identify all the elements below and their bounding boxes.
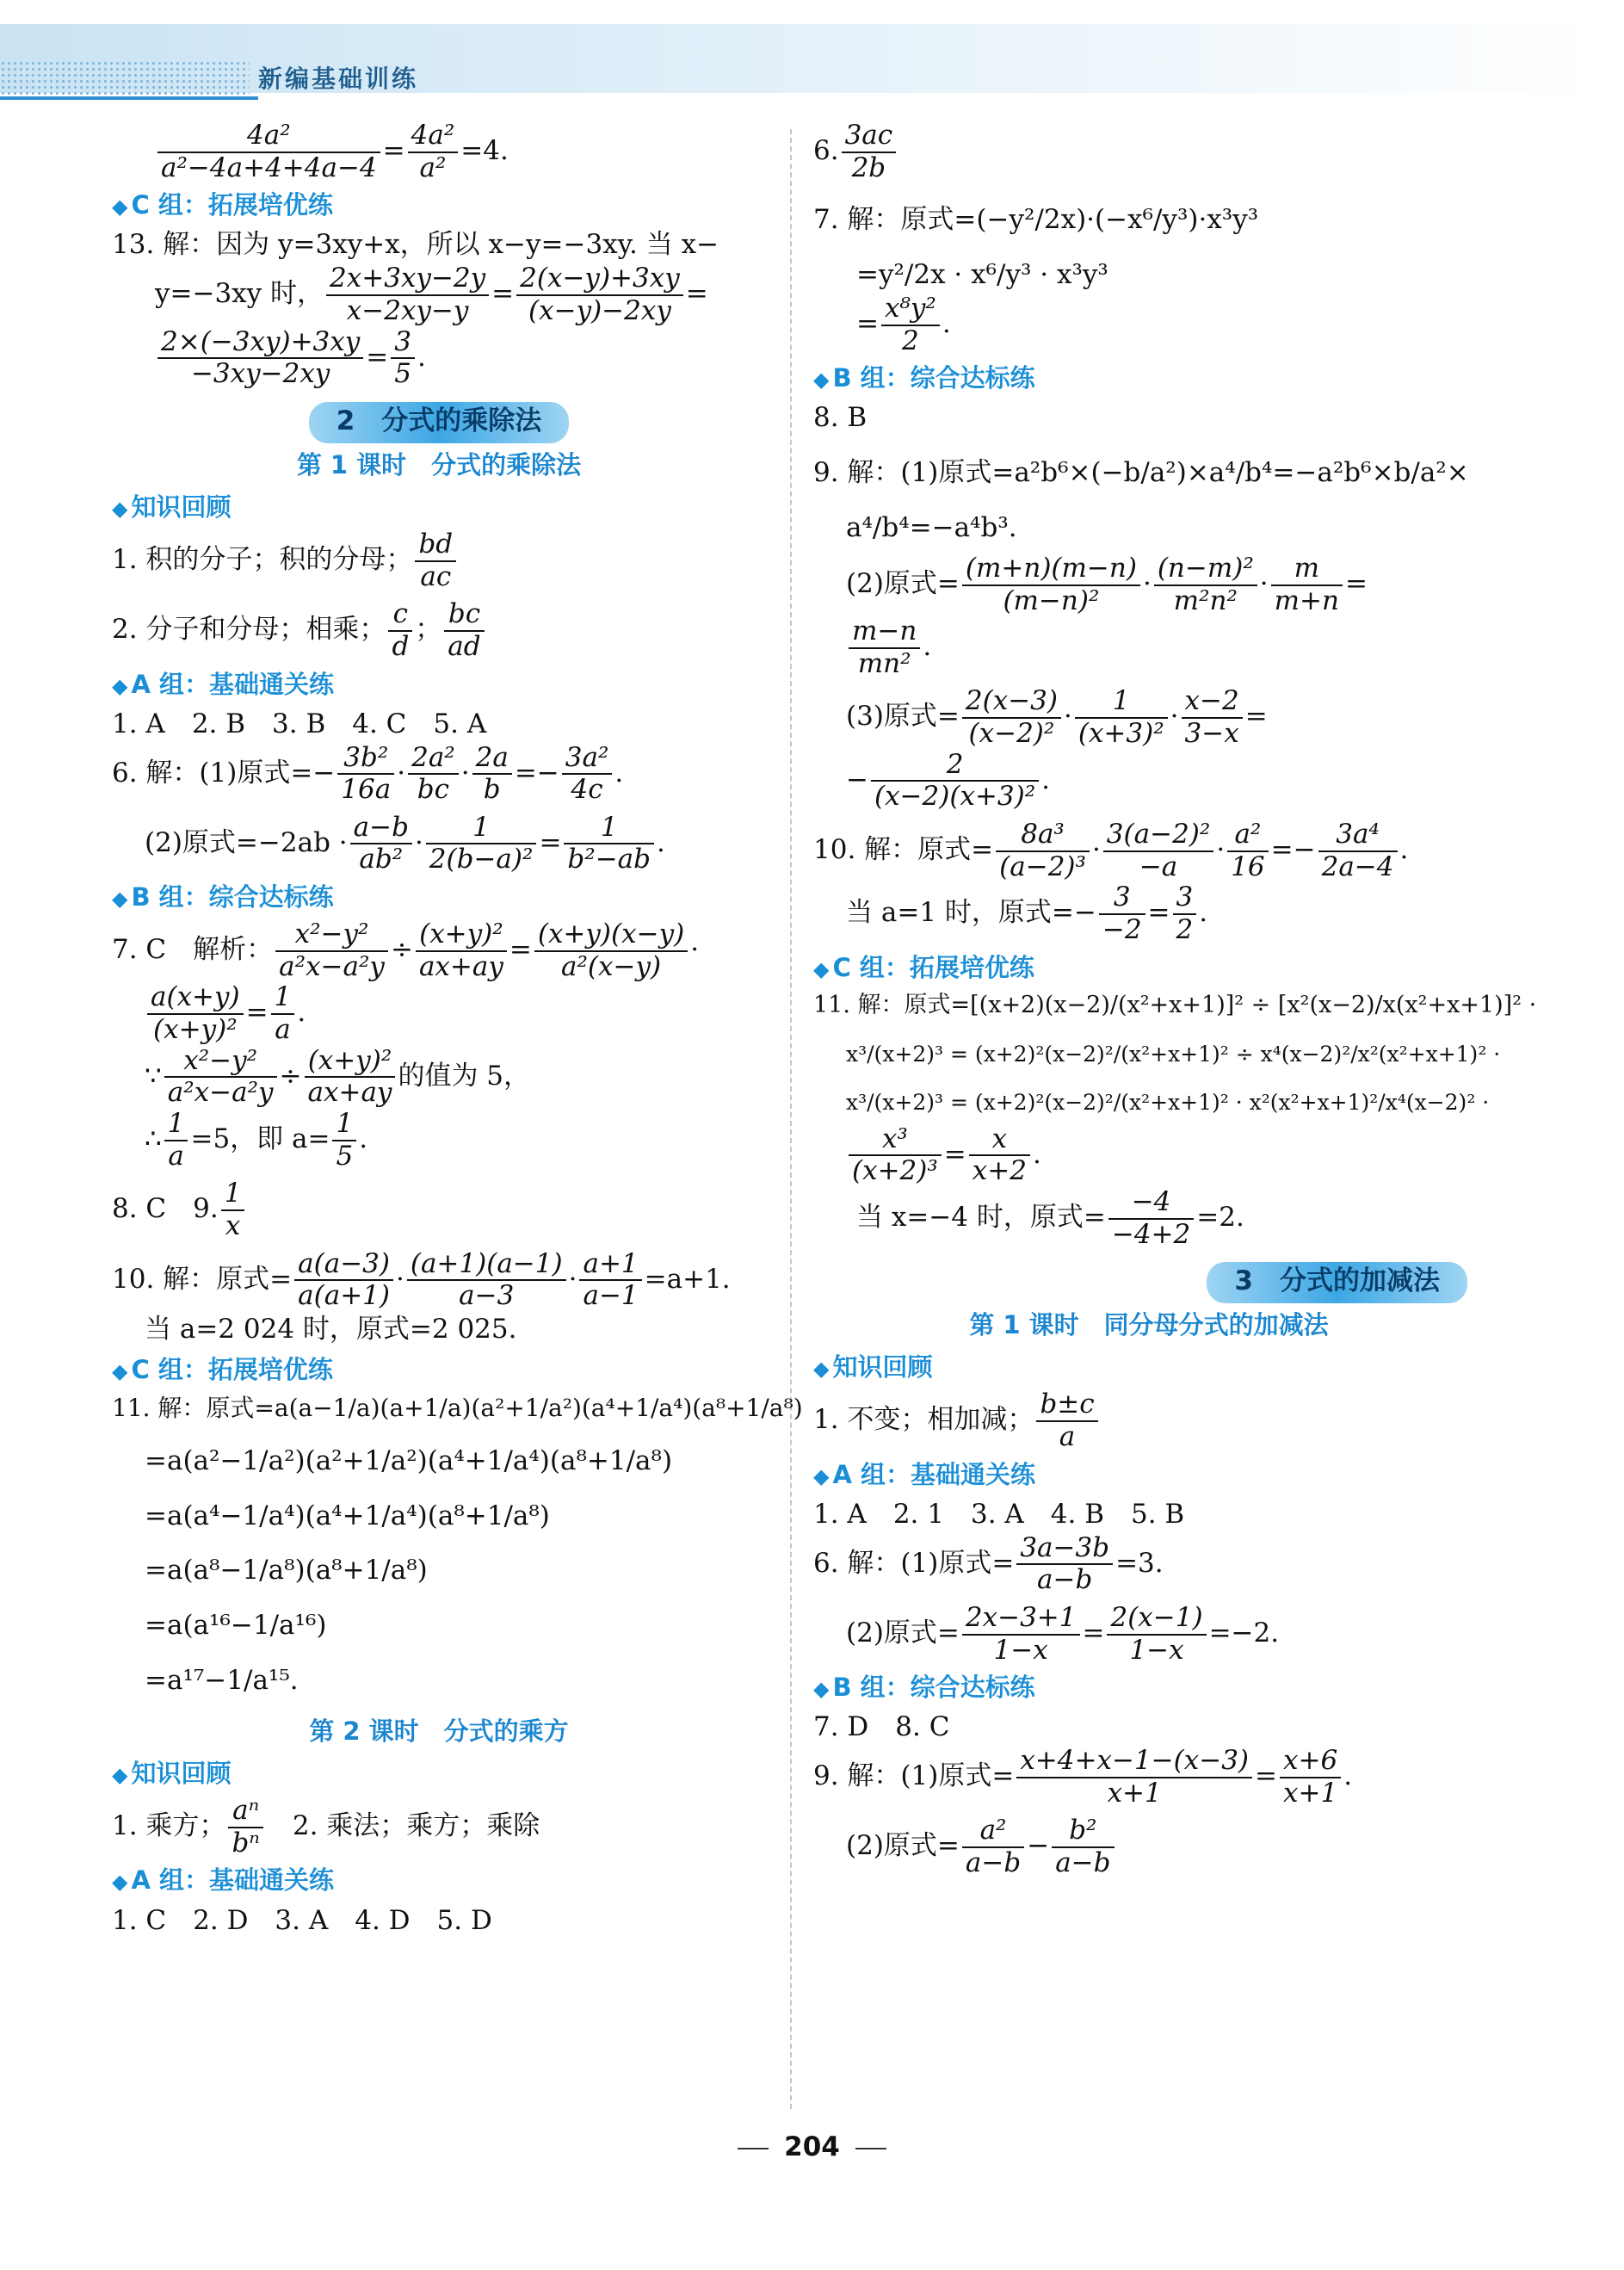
q11-line: x³/(x+2)³ = (x+2)²(x−2)²/(x²+x+1)² ÷ x⁴(x−2)²/x²(x²+x+1)² ·: [846, 1042, 1501, 1067]
banner-stripe: [0, 96, 258, 100]
lesson-title: 第 1 课时 同分母分式的加减法: [969, 1310, 1329, 1340]
q6-line: 6. 解：(1)原式= $\frac{3a-3b}{a-b}$ =3.: [813, 1531, 1164, 1596]
q7-line: ∴ $\frac{1}{a}$ =5，即 a= $\frac{1}{5}$ .: [145, 1108, 368, 1172]
q11-line: 11. 解：原式=a(a−1/a)(a+1/a)(a²+1/a²)(a⁴+1/a⁴)(a⁸+1/a⁸): [112, 1393, 803, 1422]
right-column: [813, 120, 1537, 1879]
q11-line: x³/(x+2)³ = (x+2)²(x−2)²/(x²+x+1)² · x²(x²+x+1)²/x⁴(x−2)² ·: [846, 1089, 1490, 1115]
q13-line: y=−3xy 时， $\frac{2x+3xy-2y}{x-2xy-y}$ = $\frac{2(x-y)+3xy}{(x-y)-2xy}$ =: [155, 263, 708, 326]
formula-line: $\frac{\text{4a²}}{\text{a²−4a+4+4a−4}}$ = $\frac{\text{4a²}}{\text{a²}}$ =4.: [112, 121, 766, 183]
q6-line: (2)原式= $\frac{2x-3+1}{1-x}$ = $\frac{2(x-1)}{1-x}$ =−2.: [846, 1601, 1280, 1666]
q9-line: (3)原式= $\frac{2(x-3)}{\text{(x−2)²}}$ · $\frac{1}{\text{(x+3)²}}$ · $\frac{x-2}{3-x}$ =: [846, 685, 1268, 750]
q7-line: $\frac{a(x+y)}{\text{(x+y)²}}$ = $\frac{1}{a}$ .: [112, 982, 766, 1045]
answer-list: 7. D 8. C: [813, 1711, 950, 1743]
section-b-heading: ◆ B 组：综合达标练: [112, 882, 334, 912]
header-banner: [0, 0, 1624, 103]
review-heading: ◆ 知识回顾: [112, 1759, 232, 1789]
review-heading: ◆ 知识回顾: [112, 492, 232, 522]
q13-line: $\frac{2\times(-3xy)+3xy}{-3xy-2xy}$ = $\frac{3}{5}$ .: [112, 327, 766, 390]
q9-line: − $\frac{2}{\text{(x−2)(x+3)²}}$ .: [846, 748, 1051, 813]
banner-dots: [0, 60, 250, 100]
q7-line: ∵ $\frac{\text{x²−y²}}{\text{a²x−a²y}}$ ÷ $\frac{\text{(x+y)²}}{ax+ay}$ 的值为 5，: [145, 1044, 531, 1109]
section-b-heading: ◆ B 组：综合达标练: [813, 1673, 1035, 1703]
q11-line: =a(a²−1/a²)(a²+1/a²)(a⁴+1/a⁴)(a⁸+1/a⁸): [145, 1444, 673, 1476]
q7-line: 7. 解：原式=(−y²/2x)·(−x⁶/y³)·x³y³: [813, 204, 1259, 236]
lesson-title: 第 1 课时 分式的乘除法: [296, 449, 582, 479]
q9-line: a⁴/b⁴=−a⁴b³.: [846, 512, 1017, 544]
answer-list: 8. B: [813, 402, 868, 434]
q9-line: (2)原式= $\frac{\text{a²}}{a-b}$ − $\frac{\text{b²}}{a-b}$: [813, 1815, 1485, 1878]
section-a-heading: ◆ A 组：基础通关练: [813, 1459, 1036, 1489]
knowledge-item: 1. 不变；相加减； $\frac{b\pm c}{a}$: [813, 1389, 1485, 1452]
q7-line: = $\frac{\text{x⁸y²}}{2}$ .: [856, 292, 951, 356]
answer-list: 1. A 2. 1 3. A 4. B 5. B: [813, 1498, 1185, 1530]
q11-line: =a¹⁷−1/a¹⁵.: [145, 1665, 299, 1697]
q11-line: 11. 解：原式=[(x+2)(x−2)/(x²+x+1)]² ÷ [x²(x−2)/x(x²+x+1)]² ·: [813, 991, 1537, 1018]
section-a-heading: ◆ A 组：基础通关练: [112, 669, 335, 699]
column-divider: [790, 129, 792, 2109]
q11-line: $\frac{\text{x³}}{\text{(x+2)³}}$ = $\frac{x}{x+2}$ .: [813, 1124, 1485, 1187]
q6-line: 6. 解：(1)原式=− $\frac{\text{3b²}}{16a}$ · $\frac{\text{2a²}}{bc}$ · $\frac{2a}{b}$ =− $\frac{\text{3a²}}{4c}$ .: [112, 741, 624, 806]
q8-9-line: 8. C 9. $\frac{1}{x}$: [112, 1178, 766, 1241]
lesson-title: 第 2 课时 分式的乘方: [309, 1716, 569, 1746]
section-c-heading: ◆ C 组：拓展培优练: [112, 190, 333, 220]
q7-line: 7. C 解析： $\frac{\text{x²−y²}}{\text{a²x−a²y}}$ ÷ $\frac{\text{(x+y)²}}{ax+ay}$ = $\frac{(x+y)(x-y)}{\text{a²(x−y)}}$ ·: [112, 919, 700, 982]
section-c-heading: ◆ C 组：拓展培优练: [112, 1354, 333, 1384]
left-column: [112, 120, 803, 1939]
q11-line: =a(a⁸−1/a⁸)(a⁸+1/a⁸): [145, 1555, 428, 1587]
q9-line: $\frac{m-n}{\text{mn²}}$ .: [813, 616, 1485, 679]
q13-line: 13. 解：因为 y=3xy+x，所以 x−y=−3xy. 当 x−: [112, 229, 719, 261]
q9-line: 9. 解：(1)原式=a²b⁶×(−b/a²)×a⁴/b⁴=−a²b⁶×b/a²×: [813, 457, 1469, 489]
q7-line: =y²/2x · x⁶/y³ · x³y³: [856, 259, 1108, 291]
answer-list: 1. A 2. B 3. B 4. C 5. A: [112, 708, 487, 739]
review-heading: ◆ 知识回顾: [813, 1352, 933, 1382]
q9-line: 9. 解：(1)原式= $\frac{x+4+x-1-(x-3)}{x+1}$ = $\frac{x+6}{x+1}$ .: [813, 1745, 1353, 1809]
section-c-heading: ◆ C 组：拓展培优练: [813, 952, 1034, 982]
q10-line: 10. 解：原式= $\frac{\text{8a³}}{\text{(a−2)³}}$ · $\frac{\text{3(a−2)²}}{-a}$ · $\frac{\text{a²}}{16}$ =− $\frac{\text{3a⁴}}{2a-4}$ .: [813, 819, 1409, 882]
knowledge-item: 1. 积的分子；积的分母； $\frac{bd}{ac}$: [112, 529, 766, 592]
q10-line: 当 a=1 时，原式=− $\frac{3}{-2}$ = $\frac{3}{2}$ .: [846, 881, 1208, 945]
book-title: 新编基础训练: [258, 65, 419, 93]
chapter-title: 3 分式的加减法: [813, 1262, 1485, 1303]
chapter-title: 2 分式的乘除法: [112, 402, 766, 443]
q9-line: (2)原式= $\frac{(m+n)(m-n)}{\text{(m−n)²}}$ · $\frac{\text{(n−m)²}}{\text{m²n²}}$ · $\frac{m}{m+n}$ =: [846, 552, 1368, 616]
knowledge-item: 1. 乘方； $\frac{\text{aⁿ}}{\text{bⁿ}}$ 2. 乘法；乘方；乘除: [112, 1795, 540, 1859]
section-b-heading: ◆ B 组：综合达标练: [813, 363, 1035, 393]
q6-line: 6. $\frac{3ac}{2b}$: [813, 121, 1485, 183]
section-a-heading: ◆ A 组：基础通关练: [112, 1865, 335, 1896]
q10-line: 当 a=2 024 时，原式=2 025.: [145, 1313, 517, 1345]
q6-line: (2)原式=−2ab · $\frac{a-b}{\text{ab²}}$ · $\frac{1}{\text{2(b−a)²}}$ = $\frac{1}{\text{b²−ab}}$ .: [145, 811, 665, 875]
q11-line: =a(a⁴−1/a⁴)(a⁴+1/a⁴)(a⁸+1/a⁸): [145, 1500, 550, 1531]
knowledge-item: 2. 分子和分母；相乘； $\frac{c}{d}$ ； $\frac{bc}{ad}$: [112, 599, 766, 662]
q11-line: 当 x=−4 时，原式= $\frac{-4}{-4+2}$ =2.: [856, 1185, 1244, 1250]
page-number: 204: [0, 2131, 1624, 2162]
q11-line: =a(a¹⁶−1/a¹⁶): [145, 1610, 327, 1642]
q10-line: 10. 解：原式= $\frac{a(a-3)}{a(a+1)}$ · $\frac{(a+1)(a-1)}{a-3}$ · $\frac{a+1}{a-1}$ =a+1.: [112, 1247, 731, 1312]
answer-list: 1. C 2. D 3. A 4. D 5. D: [112, 1904, 492, 1936]
